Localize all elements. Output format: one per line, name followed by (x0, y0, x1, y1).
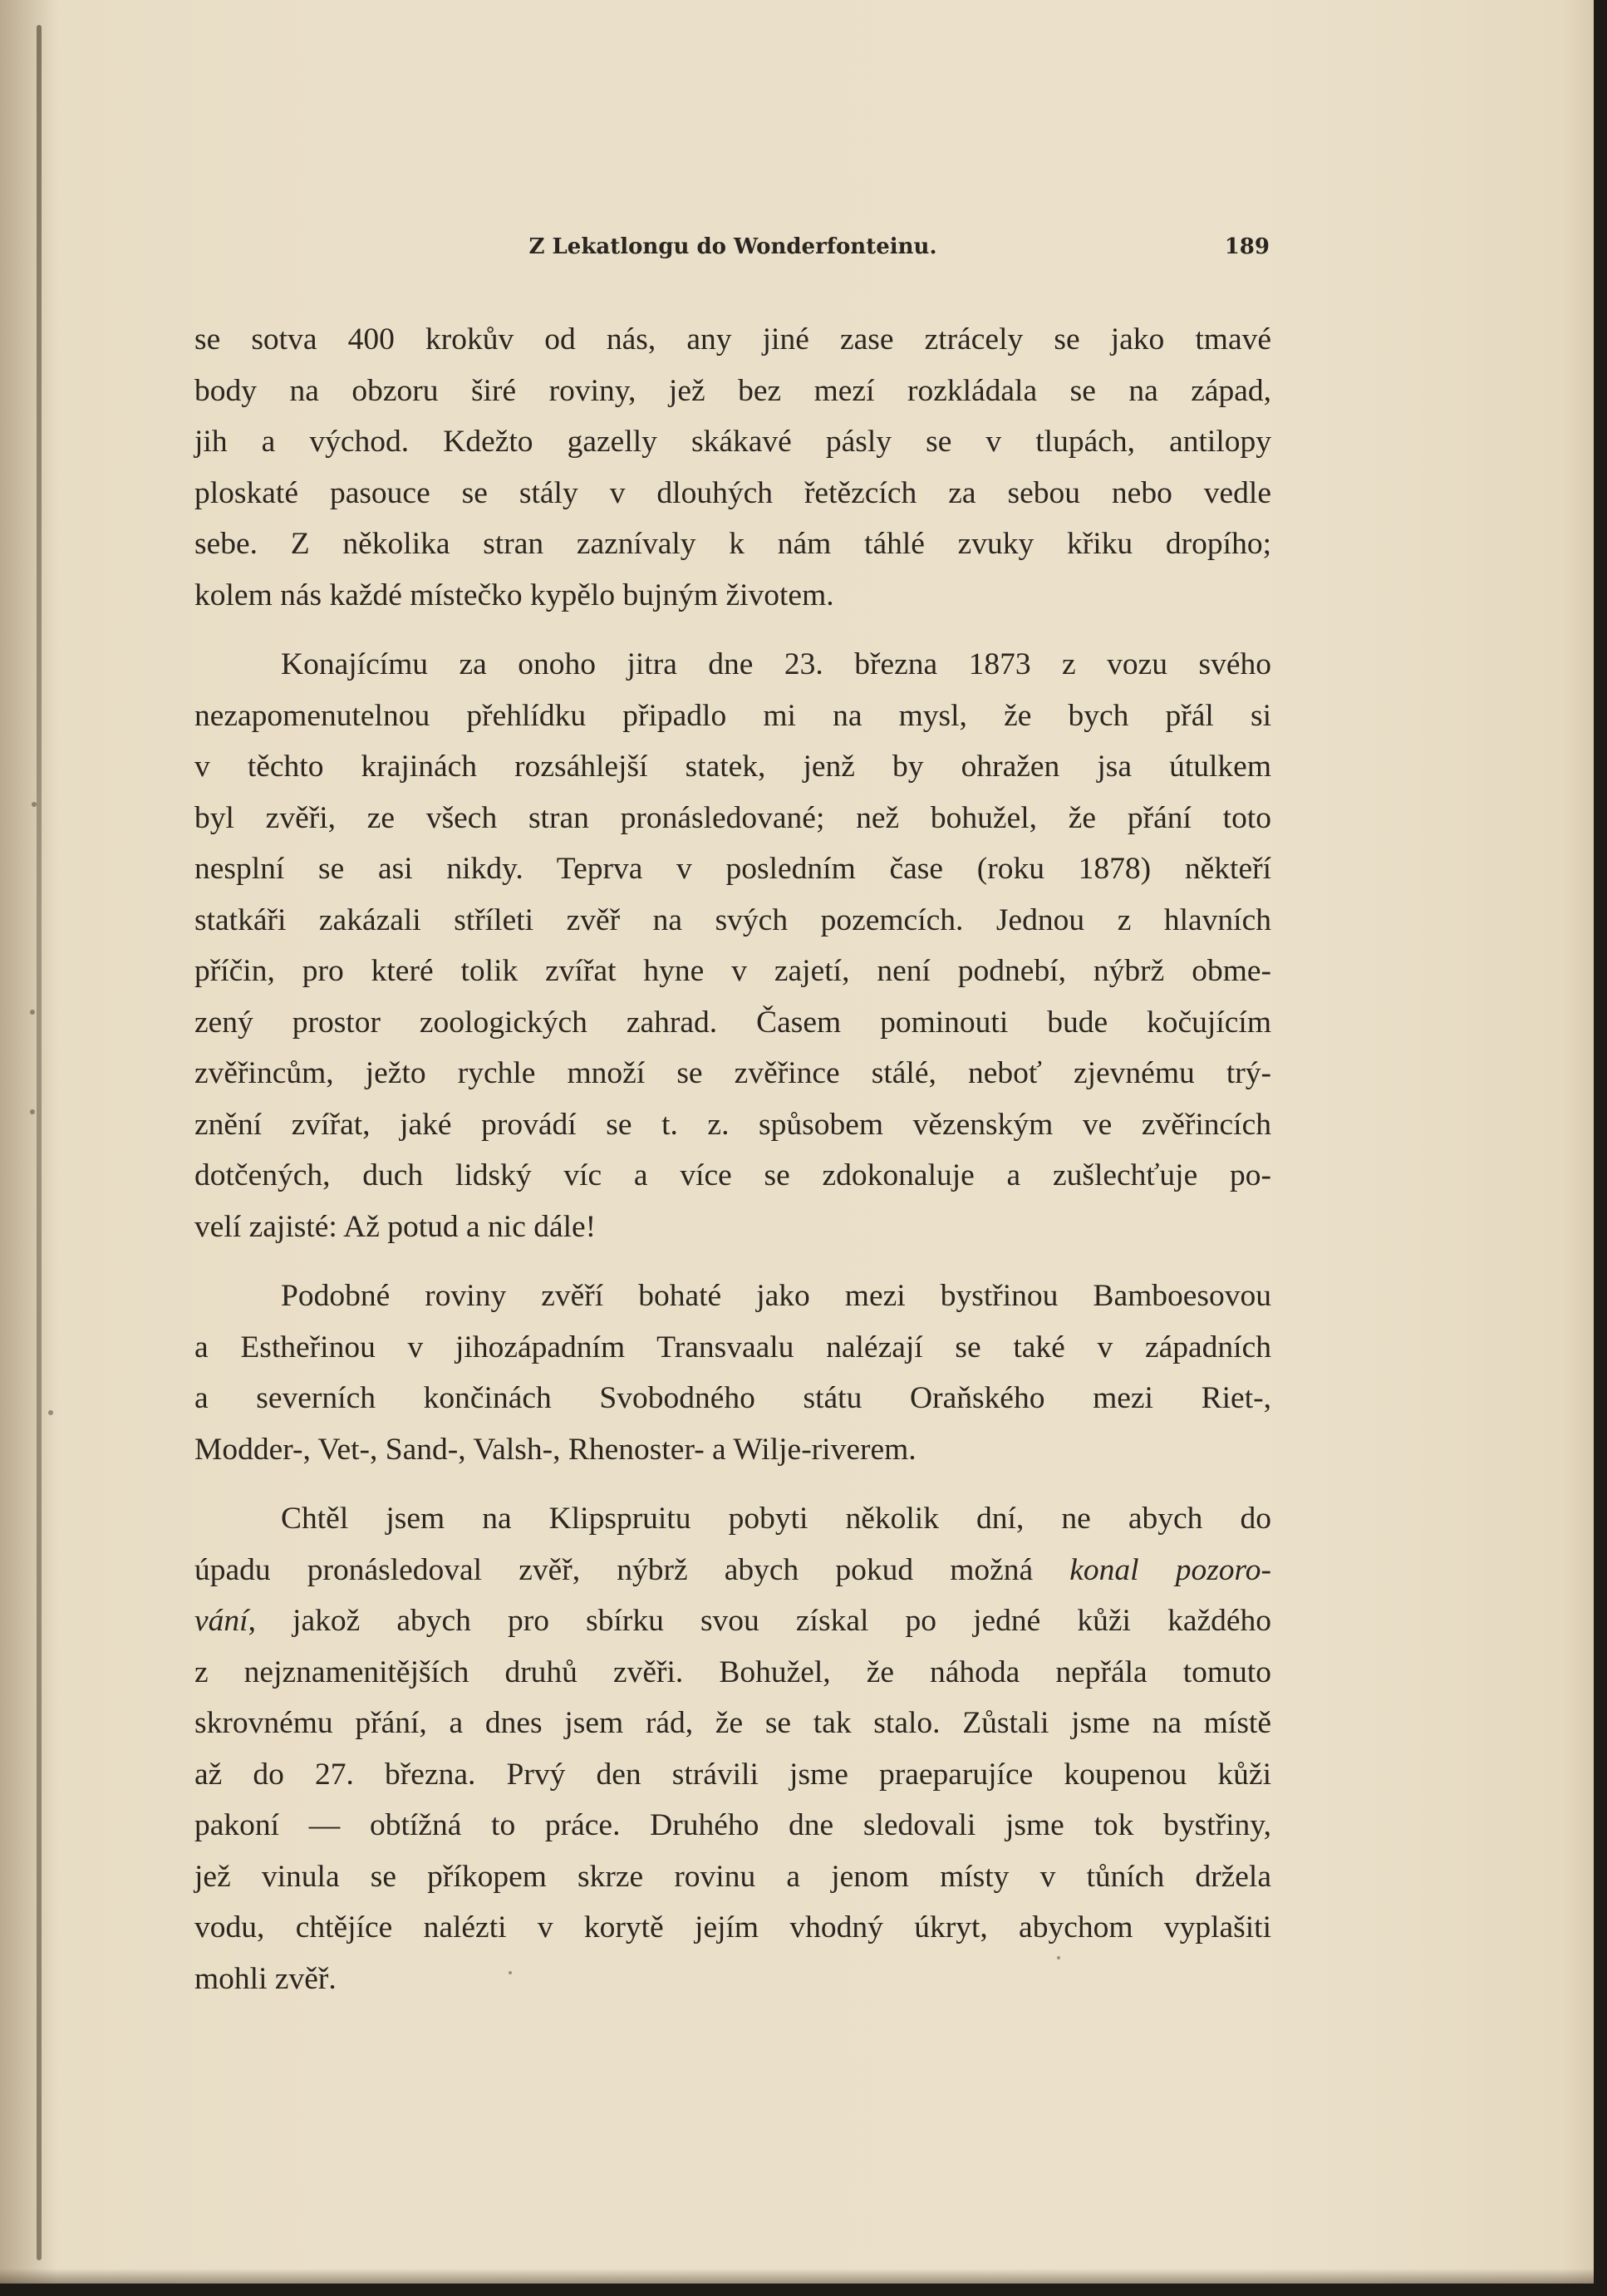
text-line: kolem nás každé místečko kypělo bujným životem. (194, 578, 834, 612)
spine-shadow (0, 0, 58, 2284)
text-line: příčin, pro které tolik zvířat hyne v zajetí, není podnebí, nýbrž obme- (194, 954, 1271, 988)
paragraph (194, 314, 1271, 621)
paper-speck (32, 802, 37, 807)
running-header (196, 234, 1270, 268)
text-line: nezapomenutelnou přehlídku připadlo mi na mysl, že bych přál si (194, 698, 1271, 733)
page-number: 189 (1224, 234, 1270, 259)
paragraph (194, 1493, 1271, 2004)
text-line (194, 1545, 1271, 1596)
text-line: sebe. Z několika stran zaznívaly k nám táhlé zvuky křiku dropího; (194, 527, 1271, 561)
text-line: mohli zvěř. (194, 1961, 337, 1996)
text-line: jež vinula se příkopem skrze rovinu a jenom místy v tůních držela (194, 1859, 1271, 1894)
running-title: Z Lekatlongu do Wonderfonteinu. (528, 234, 937, 259)
text-line: z nejznamenitějších druhů zvěři. Bohužel, že náhoda nepřála tomuto (194, 1654, 1271, 1689)
text-line: nesplní se asi nikdy. Teprva v posledním čase (roku 1878) někteří (194, 852, 1271, 886)
paragraph (194, 1271, 1271, 1475)
text-line: a Estheřinou v jihozápadním Transvaalu nalézají se také v západních (194, 1330, 1271, 1364)
text-line: až do 27. března. Prvý den strávili jsme praeparujíce koupenou kůži (194, 1757, 1271, 1792)
text-line: znění zvířat, jaké provádí se t. z. spůsobem vězenským ve zvěřincích (194, 1107, 1271, 1142)
text-line: vodu, chtějíce nalézti v korytě jejím vhodný úkryt, abychom vyplašiti (194, 1910, 1271, 1944)
text-line: zvěřincům, ježto rychle množí se zvěřince stálé, neboť zjevnému trý- (194, 1056, 1271, 1090)
italic-text: konal pozoro- (1069, 1552, 1271, 1587)
text-line: jih a východ. Kdežto gazelly skákavé pásly se v tlupách, antilopy (194, 425, 1271, 459)
text-run: , jakož abych pro sbírku svou získal po jedné kůži každého (248, 1604, 1271, 1638)
text-line: se sotva 400 krokův od nás, any jiné zase ztrácely se jako tmavé (194, 322, 1271, 356)
text-line: skrovnému přání, a dnes jsem rád, že se tak stalo. Zůstali jsme na místě (194, 1706, 1271, 1740)
text-line: a severních končinách Svobodného státu Oraňského mezi Riet-, (194, 1381, 1271, 1415)
text-line: Modder-, Vet-, Sand-, Valsh-, Rhenoster- a Wilje-riverem. (194, 1432, 917, 1467)
text-line: byl zvěři, ze všech stran pronásledované; než bohužel, že přání toto (194, 800, 1271, 835)
text-line: body na obzoru širé roviny, jež bez mezí rozkládala se na západ, (194, 373, 1271, 408)
text-line: velí zajisté: Až potud a nic dále! (194, 1209, 597, 1244)
text-line: statkáři zakázali stříleti zvěř na svých pozemcích. Jednou z hlavních (194, 902, 1271, 937)
paper-speck (48, 1410, 53, 1415)
text-run: úpadu pronásledoval zvěř, nýbrž abych pokud možná (194, 1552, 1070, 1587)
text-line: Chtěl jsem na Klipspruitu pobyti několik dní, ne abych do (281, 1502, 1271, 1536)
paragraph (194, 639, 1271, 1252)
text-line: dotčených, duch lidský víc a více se zdokonaluje a zušlechťuje po- (194, 1158, 1271, 1192)
body-text (194, 314, 1271, 2023)
paper-speck (30, 1109, 35, 1114)
text-line: Podobné roviny zvěří bohaté jako mezi bystřinou Bamboesovou (281, 1279, 1271, 1313)
paper-speck (30, 1010, 35, 1015)
text-line: Konajícímu za onoho jitra dne 23. března 1873 z vozu svého (281, 647, 1271, 681)
text-line: zený prostor zoologických zahrad. Časem pominouti bude kočujícím (194, 1005, 1271, 1040)
spine-edge (37, 25, 42, 2260)
text-line: ploskaté pasouce se stály v dlouhých řetězcích za sebou nebo vedle (194, 475, 1271, 510)
bottom-edge-shadow (0, 2269, 1594, 2284)
text-line (194, 1595, 1271, 1647)
italic-text: vání (194, 1604, 248, 1638)
text-line: v těchto krajinách rozsáhlejší statek, jenž by ohražen jsa útulkem (194, 750, 1271, 784)
text-line: pakoní — obtížná to práce. Druhého dne sledovali jsme tok bystřiny, (194, 1808, 1271, 1842)
